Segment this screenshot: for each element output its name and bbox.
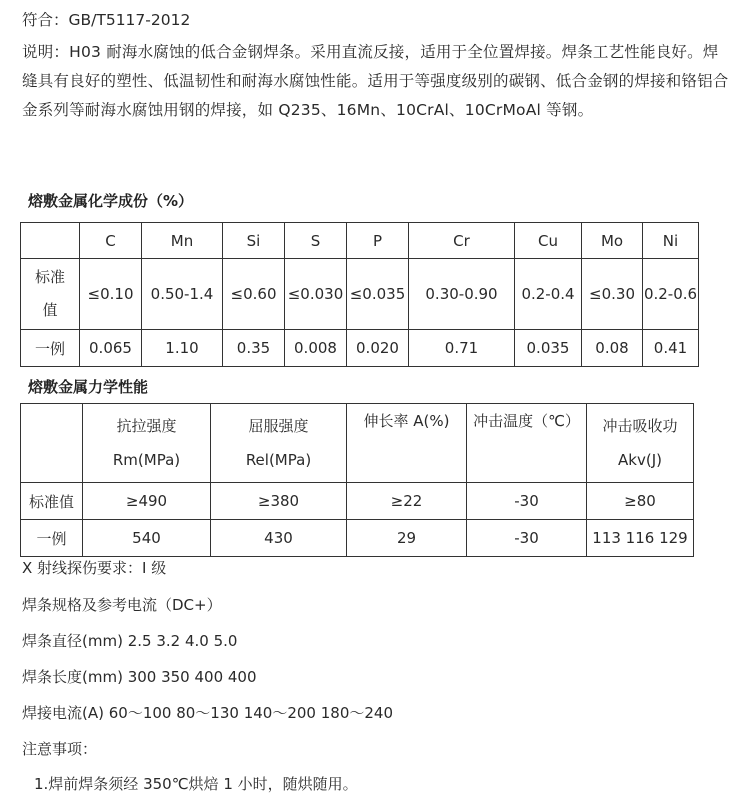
chem-header-row xyxy=(21,223,699,259)
table-cell: 0.41 xyxy=(643,330,699,367)
mech-header-cell: 冲击吸收功 Akv(J) xyxy=(587,404,694,483)
mech-header-cell: 屈服强度 Rel(MPa) xyxy=(211,404,347,483)
description-paragraph: 说明：H03 耐海水腐蚀的低合金钢焊条。采用直流反接，适用于全位置焊接。焊条工艺性能良好。焊缝具有良好的塑性、低温韧性和耐海水腐蚀性能。适用于等强度级别的碳钢、低合金钢的焊接和铬铝合金系列等耐海水腐蚀用钢的焊接，如 Q235、16Mn、10CrAl、10CrMoAl 等钢。 xyxy=(22,43,729,119)
table-cell: 0.020 xyxy=(347,330,409,367)
mech-heading: 熔敷金属力学性能 xyxy=(28,378,149,396)
table-cell: ≥22 xyxy=(347,483,467,520)
table-row xyxy=(21,520,694,557)
mech-header-cell: 伸长率 A(%) xyxy=(347,404,467,483)
standard-line: 符合：GB/T5117-2012 xyxy=(22,11,191,29)
row-label: 标准值 xyxy=(21,259,80,330)
table-cell: ≥380 xyxy=(211,483,347,520)
table-cell: 113 116 129 xyxy=(587,520,694,557)
table-row xyxy=(21,483,694,520)
chem-header-cell: P xyxy=(347,223,409,259)
row-label: 一例 xyxy=(21,330,80,367)
mechanical-properties-table xyxy=(20,403,694,557)
chemical-composition-table xyxy=(20,222,699,367)
chem-header-cell: C xyxy=(80,223,142,259)
table-cell: 0.008 xyxy=(285,330,347,367)
table-cell: 0.2-0.6 xyxy=(643,259,699,330)
table-cell: -30 xyxy=(467,483,587,520)
table-cell: ≤0.030 xyxy=(285,259,347,330)
table-cell: 0.2-0.4 xyxy=(515,259,582,330)
chem-header-cell: Cr xyxy=(409,223,515,259)
table-cell: ≤0.035 xyxy=(347,259,409,330)
table-cell: 0.08 xyxy=(582,330,643,367)
chem-header-cell: Ni xyxy=(643,223,699,259)
row-label: 一例 xyxy=(21,520,83,557)
table-row xyxy=(21,330,699,367)
table-cell: ≥80 xyxy=(587,483,694,520)
table-cell: 0.71 xyxy=(409,330,515,367)
chem-header-cell: Si xyxy=(223,223,285,259)
table-cell: 0.30-0.90 xyxy=(409,259,515,330)
table-row xyxy=(21,259,699,330)
table-cell: 0.50-1.4 xyxy=(142,259,223,330)
table-cell: 29 xyxy=(347,520,467,557)
table-cell: 0.035 xyxy=(515,330,582,367)
spec-title: 焊条规格及参考电流（DC+） xyxy=(22,596,222,614)
table-cell: ≥490 xyxy=(83,483,211,520)
chem-header-cell: Cu xyxy=(515,223,582,259)
xray-requirement: X 射线探伤要求：I 级 xyxy=(22,559,167,577)
chem-heading: 熔敷金属化学成份（%） xyxy=(28,192,194,210)
table-cell: -30 xyxy=(467,520,587,557)
table-cell: 0.065 xyxy=(80,330,142,367)
note-item: 1.焊前焊条须经 350℃烘焙 1 小时，随烘随用。 xyxy=(34,775,358,793)
mech-header-cell: 抗拉强度 Rm(MPa) xyxy=(83,404,211,483)
mech-corner-cell xyxy=(21,404,83,483)
chem-header-cell: Mn xyxy=(142,223,223,259)
table-cell: 540 xyxy=(83,520,211,557)
mech-header-cell: 冲击温度（℃） xyxy=(467,404,587,483)
row-label: 标准值 xyxy=(21,483,83,520)
table-cell: ≤0.30 xyxy=(582,259,643,330)
table-cell: ≤0.10 xyxy=(80,259,142,330)
table-cell: 430 xyxy=(211,520,347,557)
chem-header-cell: Mo xyxy=(582,223,643,259)
table-cell: 1.10 xyxy=(142,330,223,367)
diameter-line: 焊条直径(mm) 2.5 3.2 4.0 5.0 xyxy=(22,632,238,650)
chem-corner-cell xyxy=(21,223,80,259)
mech-header-row xyxy=(21,404,694,483)
current-line: 焊接电流(A) 60～100 80～130 140～200 180～240 xyxy=(22,704,393,722)
length-line: 焊条长度(mm) 300 350 400 400 xyxy=(22,668,257,686)
notes-title: 注意事项： xyxy=(22,740,98,758)
chem-header-cell: S xyxy=(285,223,347,259)
table-cell: 0.35 xyxy=(223,330,285,367)
table-cell: ≤0.60 xyxy=(223,259,285,330)
